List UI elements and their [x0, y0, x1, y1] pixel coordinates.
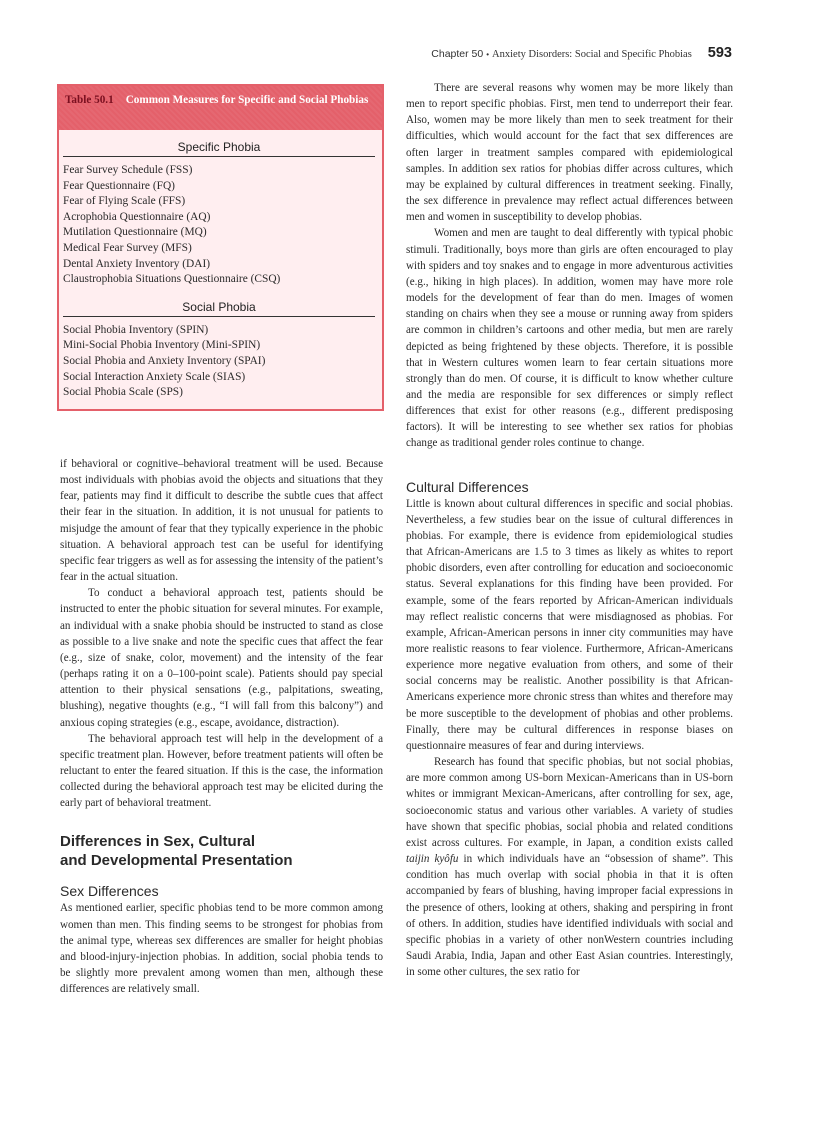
table-50-1 — [57, 84, 384, 411]
text-run: in which individuals have an “obsession of shame”. This condition has much overlap with social phobia in that it is often accompanied by fears of blushing, having improper facial expressions in the presence of others, looking at others, shaking and perspiring in front of others. In addition, studies have identified individuals with social and specific phobias in a variety of other nonWestern countries including Saudi Arabia, India, Japan and other East Asian countries. Interestingly, in some other cultures, the sex ratio for — [406, 853, 733, 979]
list-item: Social Phobia Inventory (SPIN) — [63, 323, 209, 336]
table-body — [59, 130, 382, 405]
list-item: Dental Anxiety Inventory (DAI) — [63, 257, 211, 270]
specific-phobia-section — [63, 130, 375, 292]
list-item: Mini-Social Phobia Inventory (Mini-SPIN) — [63, 339, 261, 352]
chapter-label: Chapter 50 — [431, 48, 484, 60]
social-phobia-list — [63, 317, 375, 405]
paragraph — [406, 754, 733, 980]
paragraph: To conduct a behavioral approach test, patients should be instructed to enter the phobic situation for several minutes. For example, an individual with a snake phobia should be instructed to stand as close as possible to a live snake and note the specific cues that affect the fear (e.g., size of snake, color, movement) and the intensity of the fear (perhaps rating it on a 0–100-point scale). Patients should pay special attention to their physical sensations (e.g., palpitations, sweating, blushing), negative thoughts (e.g., “I will fall from this balcony”) and anxious coping strategies (e.g., escape, avoidance, distraction). — [60, 587, 383, 729]
heading-line: and Developmental Presentation — [60, 851, 293, 869]
paragraph: As mentioned earlier, specific phobias tend to be more common among women than men. This finding seems to be strongest for phobias from the animal type, whereas sex differences are smaller for height phobias and blood-injury-injection phobias. In addition, social phobia tends to be slightly more prevalent among women than men, although these differences are relatively small. — [60, 902, 383, 996]
section-heading-differences — [60, 833, 383, 870]
table-header — [59, 86, 382, 130]
subheading-sex-differences: Sex Differences — [60, 883, 159, 900]
running-head — [431, 45, 732, 61]
list-item: Social Interaction Anxiety Scale (SIAS) — [63, 370, 246, 383]
running-head-title — [431, 48, 692, 60]
right-column — [406, 80, 733, 980]
list-item: Claustrophobia Situations Questionnaire (CSQ) — [63, 273, 281, 286]
list-item: Social Phobia and Anxiety Inventory (SPAI) — [63, 354, 266, 367]
paragraph: Little is known about cultural differences in specific and social phobias. Nevertheless, a few studies bear on the issue of cultural differences in phobias. For example, there is evidence from epidemiological studies that African-Americans are 1.5 to 3 times as likely as whites to report phobic disorders, even after controlling for education and socioeconomic status. Several explanations for this finding have been provided. For example, some of the fears reported by African-American individuals may reflect realistic concerns that were misdiagnosed as phobias. For example, African-American persons in inner city communities may have more realistic reasons to fear violence. Furthermore, African-Americans experience more negative evaluation from others, and some of their social concerns may be realistic. Another possibility is that African-Americans experience more chronic stress than whites and therefore may be more susceptible to the development of phobias and other problems. Finally, there may be cultural differences in response biases on questionnaire measures of fear and during interviews. — [406, 497, 733, 752]
list-item: Fear Questionnaire (FQ) — [63, 179, 175, 192]
text-run: Research has found that specific phobias, but not social phobias, are more common among US-born Mexican-Americans than in US-born whites or immigrant Mexican-Americans, after controlling for sex, age, socioeconomic status and various other variables. A variety of studies have shown that specific phobias, social phobia and related conditions exist across cultures. For example, in Japan, a condition exists called — [406, 756, 733, 849]
page-number: 593 — [707, 45, 732, 61]
specific-phobia-heading: Specific Phobia — [63, 130, 375, 157]
bullet-separator: • — [486, 50, 490, 59]
heading-line: Differences in Sex, Cultural — [60, 833, 256, 851]
italic-term: taijin kyôfu — [406, 853, 459, 866]
social-phobia-heading: Social Phobia — [63, 292, 375, 317]
list-item: Acrophobia Questionnaire (AQ) — [63, 210, 211, 223]
table-title: Common Measures for Specific and Social Phobias — [125, 94, 369, 106]
list-item: Social Phobia Scale (SPS) — [63, 386, 183, 399]
paragraph: There are several reasons why women may be more likely than men to report specific phobias. First, men tend to underreport their fear. Also, women may be more likely than men to seek treatment for their difficulties, which would account for the fact that sex differences are often larger in treatment samples compared with epidemiological samples. In addition sex ratios for phobias differ across cultures, which may be explained by cultural differences in treatment seeking. Finally, the sex difference in prevalence may reflect actual differences between men and women in susceptibility to develop phobias. — [406, 82, 733, 224]
left-column — [60, 456, 383, 997]
paragraph: The behavioral approach test will help in the development of a specific treatment plan. However, before treatment patients will often be reluctant to enter the feared situation. If this is the case, the information collected during the behavioral approach test may be elicited during the early part of behavioral treatment. — [60, 732, 383, 810]
list-item: Mutilation Questionnaire (MQ) — [63, 226, 207, 239]
list-item: Fear Survey Schedule (FSS) — [63, 164, 193, 176]
chapter-topic: Anxiety Disorders: Social and Specific Phobias — [492, 49, 692, 60]
social-phobia-section — [63, 292, 375, 405]
list-item: Fear of Flying Scale (FFS) — [63, 195, 186, 208]
specific-phobia-list — [63, 157, 375, 292]
paragraph: Women and men are taught to deal differently with typical phobic stimuli. Traditionally, boys more than girls are often encouraged to play with spiders and toy snakes and to engage in more adventurous activities (e.g., hiking in high places). In addition, women may have more role models for the development of fear than do men. Images of women standing on chairs when they see a mouse or running away from spiders are common in children’s cartoons and other media, but men are rarely depicted as being frightened by these objects. Therefore, it is possible that in Western cultures women learn to fear certain situations more strongly than do men. Of course, it is difficult to know whether culture and the media are responsible for sex differences or simply reflect differences that exist for other reasons (e.g., different predisposing factors). It will be interesting to see whether sex ratios for phobias change as traditional gender roles continue to change. — [406, 227, 733, 450]
table-number: Table 50.1 — [65, 94, 114, 106]
list-item: Medical Fear Survey (MFS) — [63, 241, 192, 254]
paragraph: if behavioral or cognitive–behavioral treatment will be used. Because most individuals with phobias avoid the objects and situations that they fear, patients may find it difficult to describe the subtle cues that affect their fear in the situation. In addition, it is not unusual for patients to misjudge the amount of fear that they typically experience in the phobic situation. A behavioral approach test can be useful for identifying specific fear triggers as well as for assessing the intensity of the patient’s fear in the actual situation. — [60, 458, 383, 584]
subheading-cultural-differences: Cultural Differences — [406, 478, 529, 495]
